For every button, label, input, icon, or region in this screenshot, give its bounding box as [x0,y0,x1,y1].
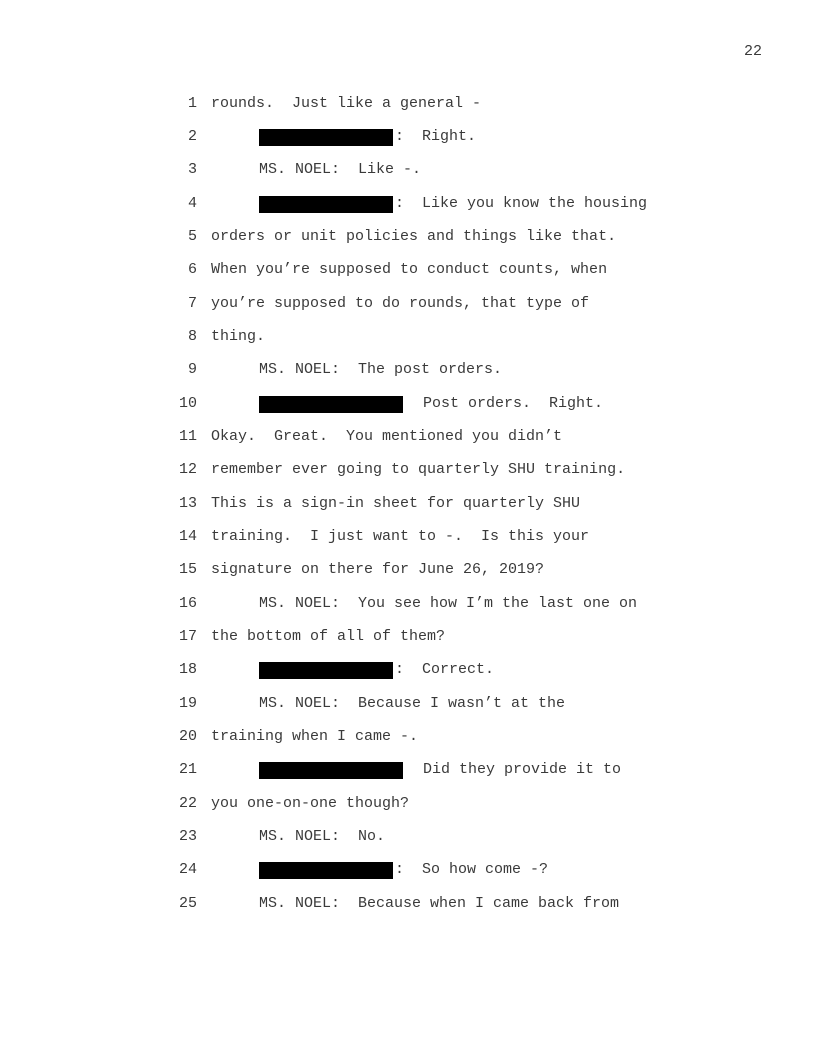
line-number: 18 [178,661,197,678]
line-text: This is a sign-in sheet for quarterly SHU [211,495,581,512]
line-number: 6 [187,261,197,278]
redaction-box [259,196,393,213]
transcript-line [0,894,816,914]
page-number: 22 [743,43,762,60]
line-number: 3 [187,161,197,178]
transcript-line [0,660,816,680]
transcript-line [0,594,816,614]
transcript-line [0,94,816,114]
line-text: training when I came -. [211,728,419,745]
line-number: 24 [178,861,197,878]
line-number: 21 [178,761,197,778]
line-number: 17 [178,628,197,645]
line-text: MS. NOEL: Because when I came back from [259,895,620,912]
transcript-line [0,694,816,714]
line-number: 12 [178,461,197,478]
line-text: you’re supposed to do rounds, that type of [211,295,590,312]
line-number: 19 [178,695,197,712]
transcript-line [0,827,816,847]
line-text: : Like you know the housing [395,195,648,212]
redaction-box [259,396,403,413]
transcript-line [0,494,816,514]
line-text: orders or unit policies and things like that. [211,228,617,245]
line-text: : Right. [395,128,477,145]
transcript-line [0,560,816,580]
line-text: : So how come -? [395,861,549,878]
line-text: Post orders. Right. [423,395,604,412]
transcript-line [0,260,816,280]
line-text: thing. [211,328,266,345]
line-number: 1 [187,95,197,112]
line-text: you one-on-one though? [211,795,410,812]
line-text: rounds. Just like a general - [211,95,482,112]
line-number: 25 [178,895,197,912]
redaction-box [259,762,403,779]
line-number: 11 [178,428,197,445]
line-number: 20 [178,728,197,745]
redaction-box [259,662,393,679]
line-text: : Correct. [395,661,495,678]
line-number: 2 [187,128,197,145]
line-number: 7 [187,295,197,312]
line-number: 8 [187,328,197,345]
transcript-line [0,327,816,347]
transcript-line [0,394,816,414]
line-number: 4 [187,195,197,212]
line-text: When you’re supposed to conduct counts, when [211,261,608,278]
line-text: remember ever going to quarterly SHU training. [211,461,626,478]
line-number: 9 [187,361,197,378]
transcript-line [0,527,816,547]
line-number: 10 [178,395,197,412]
transcript-line [0,294,816,314]
line-number: 23 [178,828,197,845]
line-text: training. I just want to -. Is this your [211,528,590,545]
line-text: MS. NOEL: Like -. [259,161,422,178]
line-text: signature on there for June 26, 2019? [211,561,545,578]
transcript-line [0,227,816,247]
transcript-line [0,760,816,780]
line-number: 13 [178,495,197,512]
line-text: the bottom of all of them? [211,628,446,645]
line-number: 16 [178,595,197,612]
transcript-line [0,727,816,747]
transcript-line [0,127,816,147]
transcript-line [0,160,816,180]
transcript-line [0,627,816,647]
line-text: MS. NOEL: Because I wasn’t at the [259,695,566,712]
line-number: 22 [178,795,197,812]
transcript-line [0,194,816,214]
line-text: Okay. Great. You mentioned you didn’t [211,428,563,445]
redaction-box [259,129,393,146]
line-text: MS. NOEL: The post orders. [259,361,503,378]
transcript-line [0,360,816,380]
transcript-line [0,794,816,814]
line-text: Did they provide it to [423,761,622,778]
transcript-line [0,460,816,480]
redaction-box [259,862,393,879]
line-number: 5 [187,228,197,245]
line-number: 14 [178,528,197,545]
transcript-line [0,427,816,447]
line-number: 15 [178,561,197,578]
line-text: MS. NOEL: You see how I’m the last one on [259,595,638,612]
line-text: MS. NOEL: No. [259,828,386,845]
transcript-line [0,860,816,880]
